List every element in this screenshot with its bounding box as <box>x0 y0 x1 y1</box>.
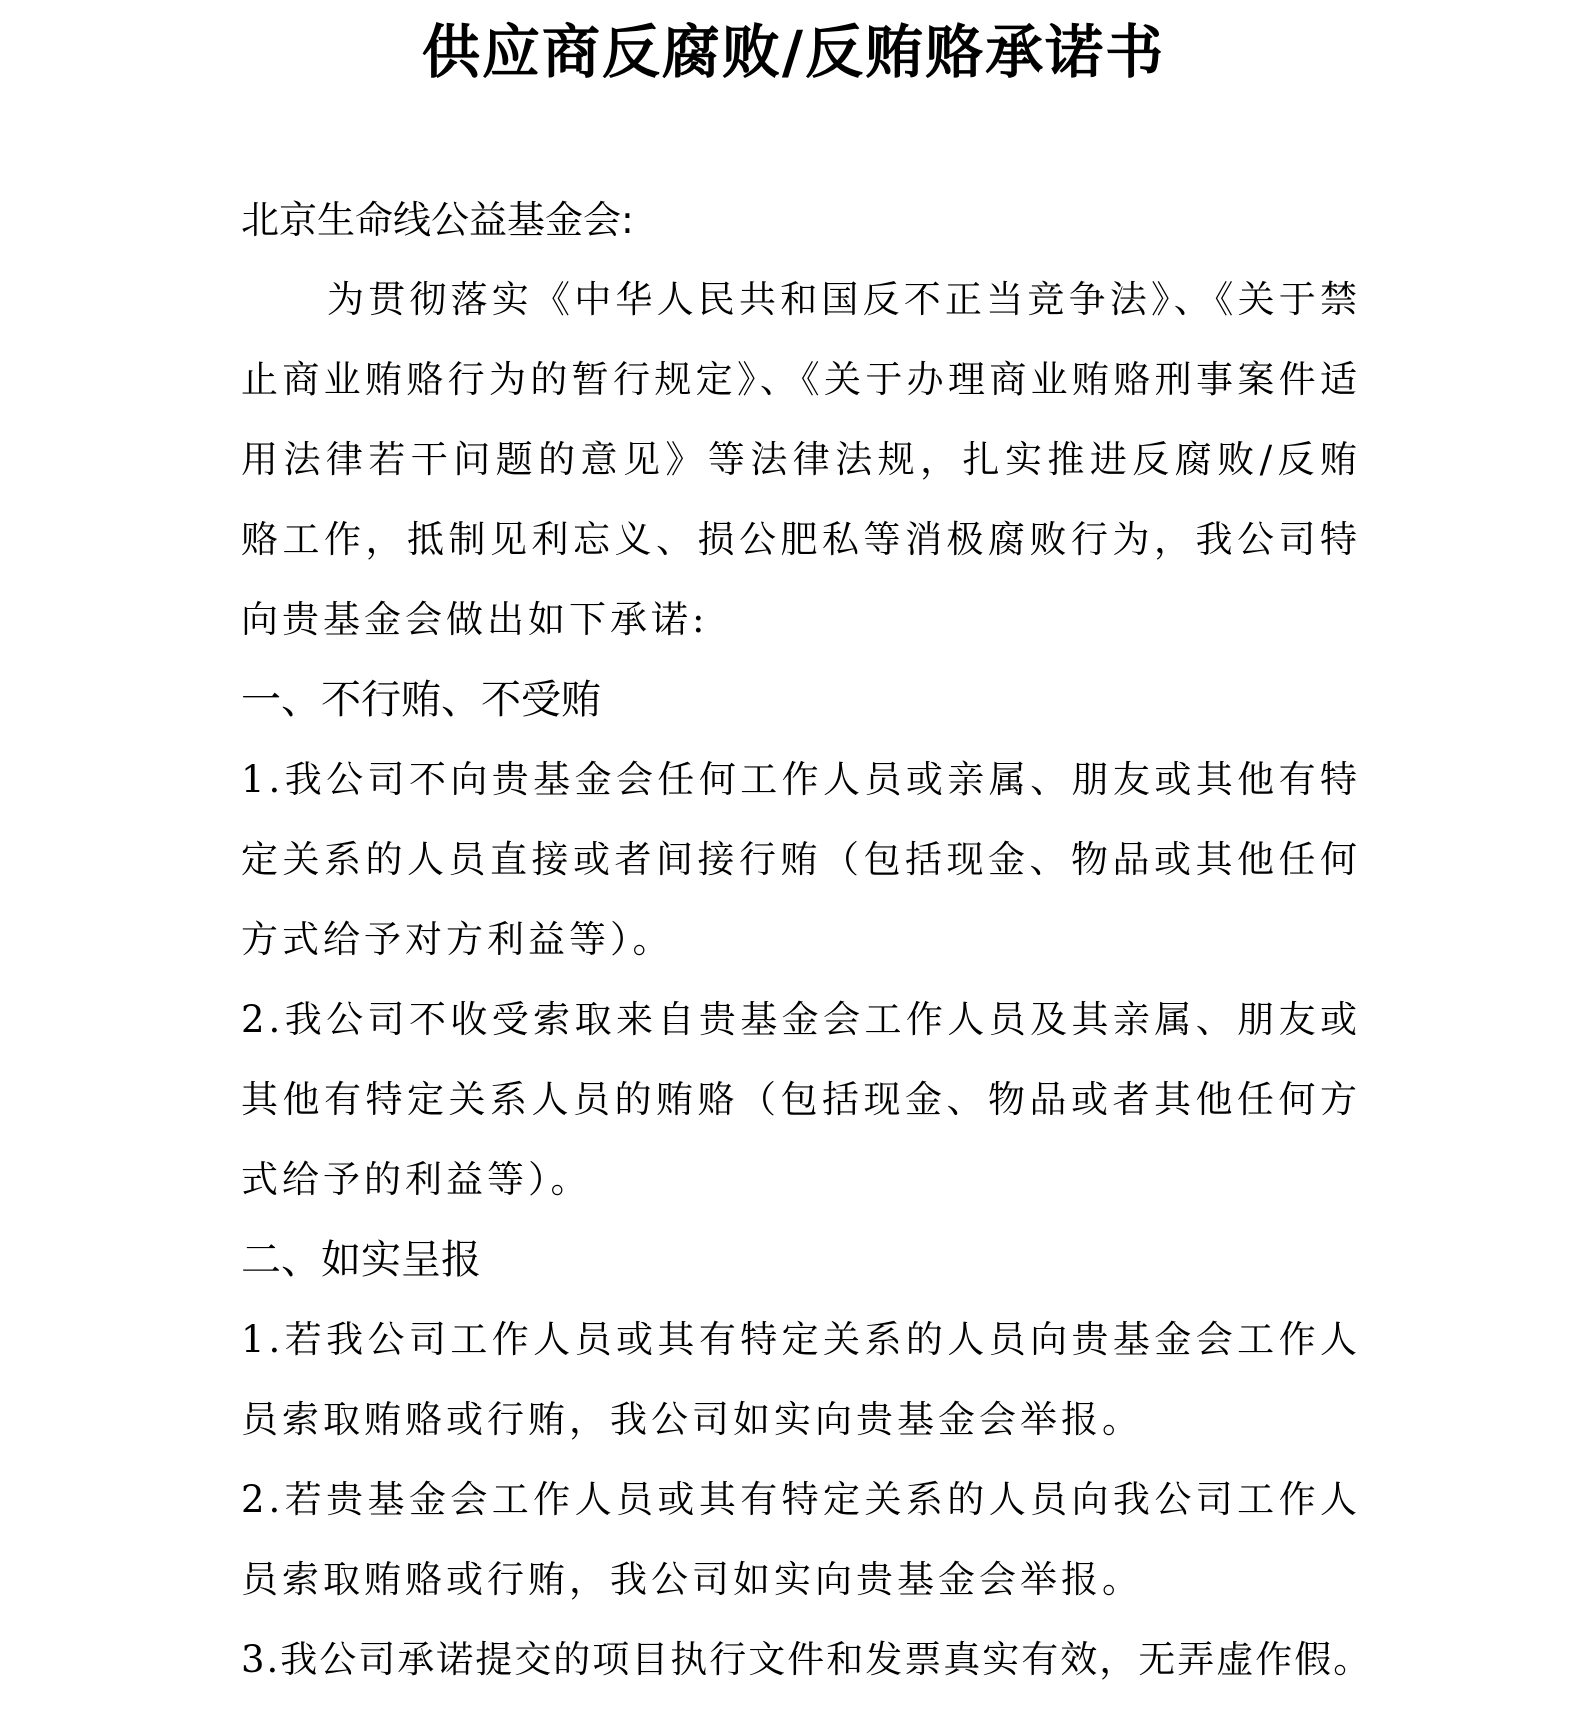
section-2 <box>241 1220 1373 1700</box>
document-body <box>241 180 1373 1700</box>
clause-item: 2.我公司不收受索取来自贵基金会工作人员及其亲属、朋友或其他有特定关系人员的贿赂（包括现金、物品或者其他任何方式给予的利益等）。 <box>241 998 1361 1201</box>
section-1 <box>241 660 1361 1220</box>
intro-paragraph: 为贯彻落实《中华人民共和国反不正当竞争法》、《关于禁止商业贿赂行为的暂行规定》、《关于办理商业贿赂刑事案件适用法律若干问题的意见》等法律法规，扎实推进反腐败/反贿赂工作，抵制见利忘义、损公肥私等消极腐败行为，我公司特向贵基金会做出如下承诺: <box>241 278 1361 641</box>
clause-item: 1.我公司不向贵基金会任何工作人员或亲属、朋友或其他有特定关系的人员直接或者间接行贿（包括现金、物品或其他任何方式给予对方利益等）。 <box>241 758 1361 961</box>
clause-item: 1.若我公司工作人员或其有特定关系的人员向贵基金会工作人员索取贿赂或行贿，我公司如实向贵基金会举报。 <box>241 1318 1361 1441</box>
clause-item: 3.我公司承诺提交的项目执行文件和发票真实有效，无弄虚作假。 <box>241 1638 1373 1681</box>
section-heading: 二、如实呈报 <box>241 1237 481 1283</box>
document-title: 供应商反腐败/反贿赂承诺书 <box>421 18 1166 86</box>
section-heading: 一、不行贿、不受贿 <box>241 677 601 723</box>
clause-item: 2.若贵基金会工作人员或其有特定关系的人员向我公司工作人员索取贿赂或行贿，我公司如实向贵基金会举报。 <box>241 1478 1361 1601</box>
addressee: 北京生命线公益基金会: <box>241 198 634 242</box>
